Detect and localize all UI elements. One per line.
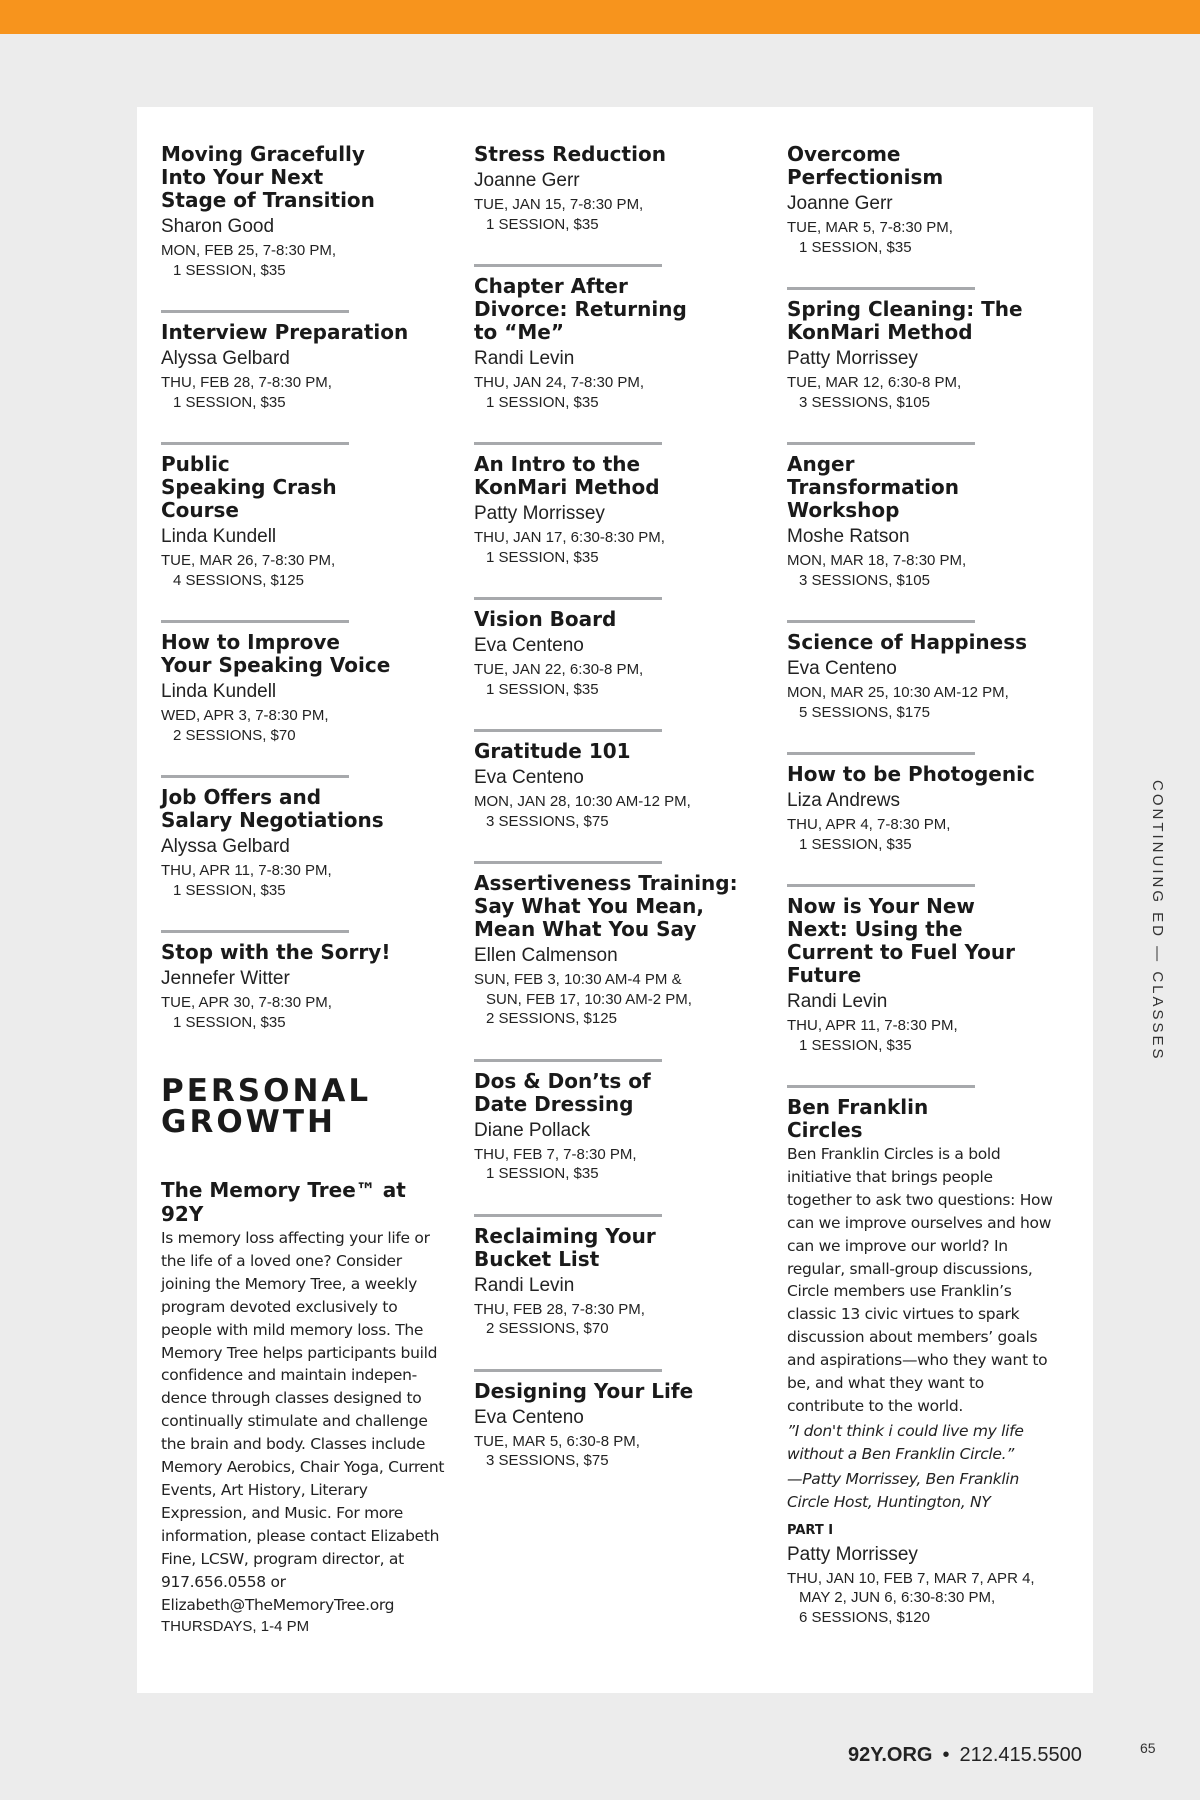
course-schedule — [161, 373, 451, 412]
course-item — [161, 941, 451, 1032]
schedule-line: 6 SESSIONS, $120 — [799, 1608, 930, 1626]
divider — [474, 861, 662, 864]
page-number: 65 — [1140, 1740, 1156, 1756]
schedule-line: THU, APR 4, 7-8:30 PM, — [787, 816, 951, 833]
schedule-line: TUE, MAR 26, 7-8:30 PM, — [161, 552, 336, 569]
schedule-line: THU, APR 11, 7-8:30 PM, — [787, 1017, 958, 1034]
franklin-description: Ben Franklin Circles is a bold initiative that brings people together to ask two questions: How can we improve ourselves and how can we improve our world? In regular, small-group discussions, Circle members use Franklin’s classic 13 civic virtues to spark discussion about members’ goals and aspirations—who they want to be, and what they want to contribute to the world. — [787, 1145, 1053, 1415]
course-title: Public Speaking Crash Course — [161, 452, 337, 522]
course-title: Overcome Perfectionism — [787, 142, 944, 189]
course-title: An Intro to the KonMari Method — [474, 452, 660, 499]
schedule-line: 3 SESSIONS, $105 — [799, 393, 930, 411]
memory-tree-description: Is memory loss affecting your life or the life of a loved one? Consider joining the Memory Tree, a weekly program devoted exclusively to people with mild memory loss. The Memory Tree helps participants build confidence and maintain indepen-dence through classes designed to continually stimulate and challenge the brain and body. Classes include Memory Aerobics, Chair Yoga, Current Events, Art History, Literary Expression, and Music. For more information, please contact Elizabeth Fine, LCSW, program director, at 917.656.0558 or Elizabeth@TheMemoryTree.org — [161, 1229, 445, 1614]
schedule-line: 1 SESSION, $35 — [799, 1036, 912, 1054]
column-2 — [474, 143, 764, 1471]
course-title: Spring Cleaning: The KonMari Method — [787, 297, 1023, 344]
course-instructor: Eva Centeno — [474, 1406, 584, 1428]
course-schedule — [787, 1016, 1057, 1055]
schedule-line: 1 SESSION, $35 — [799, 835, 912, 853]
divider — [161, 775, 349, 778]
course-item — [787, 298, 1057, 412]
schedule-line: 3 SESSIONS, $75 — [486, 1452, 609, 1469]
schedule-line: TUE, MAR 5, 6:30-8 PM, — [474, 1432, 640, 1450]
course-schedule — [161, 551, 451, 590]
course-title: Science of Happiness — [787, 630, 1028, 654]
divider — [474, 442, 662, 445]
course-item — [161, 453, 451, 590]
course-schedule — [474, 970, 764, 1029]
course-instructor: Eva Centeno — [474, 635, 584, 656]
course-schedule — [787, 373, 1057, 412]
course-instructor: Patty Morrissey — [787, 1543, 918, 1565]
schedule-line: 1 SESSION, $35 — [486, 1165, 599, 1182]
divider — [161, 930, 349, 933]
course-instructor: Alyssa Gelbard — [161, 348, 290, 369]
course-item — [787, 631, 1057, 722]
schedule-line: 2 SESSIONS, $70 — [173, 726, 296, 744]
course-item — [787, 763, 1057, 854]
schedule-line: 3 SESSIONS, $75 — [486, 812, 609, 830]
course-schedule — [787, 683, 1057, 722]
course-item — [474, 1380, 764, 1471]
course-instructor: Eva Centeno — [474, 767, 584, 788]
column-3 — [787, 143, 1057, 1627]
course-item — [474, 740, 764, 831]
schedule-line: THU, FEB 28, 7-8:30 PM, — [161, 374, 332, 391]
schedule-line: 1 SESSION, $35 — [173, 261, 286, 279]
schedule-line: 3 SESSIONS, $105 — [799, 571, 930, 589]
course-schedule — [161, 241, 451, 280]
course-title: Job Offers and Salary Negotiations — [161, 785, 384, 832]
course-title: Reclaiming Your Bucket List — [474, 1223, 656, 1271]
schedule-line: 1 SESSION, $35 — [486, 548, 599, 566]
schedule-line: MON, MAR 18, 7-8:30 PM, — [787, 552, 967, 569]
course-schedule — [474, 1432, 764, 1471]
divider — [474, 729, 662, 732]
course-item — [474, 143, 764, 234]
course-instructor: Liza Andrews — [787, 790, 901, 811]
course-item — [161, 786, 451, 900]
divider — [161, 620, 349, 623]
divider — [787, 442, 975, 445]
schedule-line: 1 SESSION, $35 — [173, 881, 286, 899]
course-schedule — [474, 1145, 764, 1184]
schedule-line: 2 SESSIONS, $125 — [486, 1010, 617, 1027]
course-schedule — [787, 815, 1057, 854]
section-side-label: CONTINUING ED — CLASSES — [1149, 780, 1166, 1062]
course-instructor: Linda Kundell — [161, 526, 277, 547]
course-title: Assertiveness Training: Say What You Mean, Mean What You Say — [474, 871, 738, 941]
schedule-line: MON, JAN 28, 10:30 AM-12 PM, — [474, 793, 691, 810]
schedule-line: 1 SESSION, $35 — [173, 1013, 286, 1031]
schedule-line: 1 SESSION, $35 — [799, 238, 912, 256]
course-schedule — [474, 1300, 764, 1339]
divider — [787, 752, 975, 755]
divider — [787, 620, 975, 623]
course-title: Chapter After Divorce: Returning to “Me” — [474, 274, 687, 344]
website-link[interactable]: 92Y.ORG — [848, 1744, 933, 1766]
course-item — [474, 1225, 764, 1339]
course-instructor: Randi Levin — [474, 348, 575, 369]
schedule-line: TUE, JAN 22, 6:30-8 PM, — [474, 661, 644, 678]
course-instructor: Randi Levin — [474, 1274, 575, 1296]
course-title: How to Improve Your Speaking Voice — [161, 630, 391, 677]
divider — [474, 1214, 662, 1217]
top-accent-bar — [0, 0, 1200, 34]
course-schedule — [474, 792, 764, 831]
schedule-line: THU, FEB 28, 7-8:30 PM, — [474, 1300, 645, 1318]
course-title: Stress Reduction — [474, 142, 666, 166]
schedule-line: THU, JAN 10, FEB 7, MAR 7, APR 4, — [787, 1569, 1035, 1587]
course-title: Now is Your New Next: Using the Current to Fuel Your Future — [787, 894, 1016, 987]
course-instructor: Patty Morrissey — [787, 348, 918, 369]
schedule-line: 1 SESSION, $35 — [486, 680, 599, 698]
course-title: Interview Preparation — [161, 320, 409, 344]
course-instructor: Linda Kundell — [161, 681, 277, 702]
memory-tree-title: The Memory Tree™ at 92Y — [161, 1178, 406, 1226]
course-instructor: Patty Morrissey — [474, 503, 605, 524]
course-title: Anger Transformation Workshop — [787, 452, 959, 522]
divider — [787, 1085, 975, 1088]
course-item — [474, 453, 764, 567]
course-instructor: Joanne Gerr — [474, 170, 580, 191]
schedule-line: MON, FEB 25, 7-8:30 PM, — [161, 242, 337, 259]
divider — [161, 310, 349, 313]
course-instructor: Diane Pollack — [474, 1119, 591, 1141]
course-title: Moving Gracefully Into Your Next Stage of Transition — [161, 142, 375, 212]
schedule-line: TUE, JAN 15, 7-8:30 PM, — [474, 196, 644, 213]
course-item — [787, 143, 1057, 257]
section-heading: PERSONAL GROWTH — [161, 1073, 372, 1140]
course-item — [474, 872, 764, 1029]
course-instructor: Moshe Ratson — [787, 526, 910, 547]
course-title: Stop with the Sorry! — [161, 940, 391, 964]
schedule-line: 1 SESSION, $35 — [486, 393, 599, 411]
divider — [161, 442, 349, 445]
footer — [848, 1744, 1082, 1767]
schedule-line: THU, JAN 24, 7-8:30 PM, — [474, 374, 645, 391]
divider — [787, 287, 975, 290]
schedule-line: MAY 2, JUN 6, 6:30-8:30 PM, — [799, 1589, 996, 1606]
course-item — [787, 895, 1057, 1055]
course-schedule — [474, 195, 764, 234]
course-schedule — [474, 660, 764, 699]
course-title: Designing Your Life — [474, 1378, 694, 1403]
schedule-line: WED, APR 3, 7-8:30 PM, — [161, 707, 329, 724]
course-schedule — [161, 861, 451, 900]
course-instructor: Sharon Good — [161, 216, 275, 237]
schedule-line: THU, JAN 17, 6:30-8:30 PM, — [474, 529, 665, 546]
course-title: Dos & Don’ts of Date Dressing — [474, 1068, 651, 1116]
course-title: Ben Franklin Circles — [787, 1095, 929, 1142]
schedule-line: TUE, MAR 12, 6:30-8 PM, — [787, 374, 962, 391]
course-schedule — [161, 993, 451, 1032]
course-schedule — [161, 706, 451, 745]
part-label: PART I — [787, 1522, 834, 1538]
schedule-line: MON, MAR 25, 10:30 AM-12 PM, — [787, 684, 1009, 701]
course-schedule — [474, 528, 764, 567]
column-1 — [161, 143, 451, 1638]
divider — [474, 597, 662, 600]
course-instructor: Joanne Gerr — [787, 193, 893, 214]
course-schedule — [787, 551, 1057, 590]
divider — [474, 1059, 662, 1062]
memory-tree-schedule: THURSDAYS, 1-4 PM — [161, 1618, 310, 1636]
schedule-line: 4 SESSIONS, $125 — [173, 571, 304, 589]
course-instructor: Randi Levin — [787, 991, 888, 1012]
divider — [474, 1369, 662, 1372]
course-schedule — [474, 373, 764, 412]
course-instructor: Jennefer Witter — [161, 968, 290, 989]
schedule-line: 5 SESSIONS, $175 — [799, 703, 930, 721]
franklin-circles — [787, 1096, 1057, 1627]
course-schedule — [787, 218, 1057, 257]
schedule-line: SUN, FEB 3, 10:30 AM-4 PM & — [474, 971, 682, 988]
course-schedule — [787, 1569, 1057, 1628]
footer-separator: • — [942, 1744, 950, 1766]
phone-number: 212.415.5500 — [959, 1744, 1082, 1766]
course-item — [474, 608, 764, 699]
schedule-line: THU, FEB 7, 7-8:30 PM, — [474, 1145, 637, 1163]
schedule-line: THU, APR 11, 7-8:30 PM, — [161, 862, 332, 879]
course-title: Vision Board — [474, 607, 617, 631]
course-item — [474, 1070, 764, 1184]
franklin-quote: ”I don't think i could live my life without a Ben Franklin Circle.” — [787, 1421, 1024, 1463]
course-title: Gratitude 101 — [474, 739, 631, 763]
schedule-line: 2 SESSIONS, $70 — [486, 1320, 609, 1337]
divider — [787, 884, 975, 887]
divider — [474, 264, 662, 267]
course-item — [161, 143, 451, 280]
course-instructor: Ellen Calmenson — [474, 945, 618, 966]
schedule-line: 1 SESSION, $35 — [486, 215, 599, 233]
schedule-line: TUE, APR 30, 7-8:30 PM, — [161, 994, 332, 1011]
course-item — [787, 453, 1057, 590]
schedule-line: 1 SESSION, $35 — [173, 393, 286, 411]
franklin-attribution: —Patty Morrissey, Ben Franklin Circle Host, Huntington, NY — [787, 1469, 1019, 1511]
course-title: How to be Photogenic — [787, 762, 1035, 786]
course-item — [474, 275, 764, 412]
course-instructor: Eva Centeno — [787, 658, 897, 679]
schedule-line: TUE, MAR 5, 7-8:30 PM, — [787, 219, 953, 236]
course-instructor: Alyssa Gelbard — [161, 836, 290, 857]
course-item — [161, 321, 451, 412]
schedule-line: SUN, FEB 17, 10:30 AM-2 PM, — [486, 990, 692, 1008]
course-item — [161, 631, 451, 745]
